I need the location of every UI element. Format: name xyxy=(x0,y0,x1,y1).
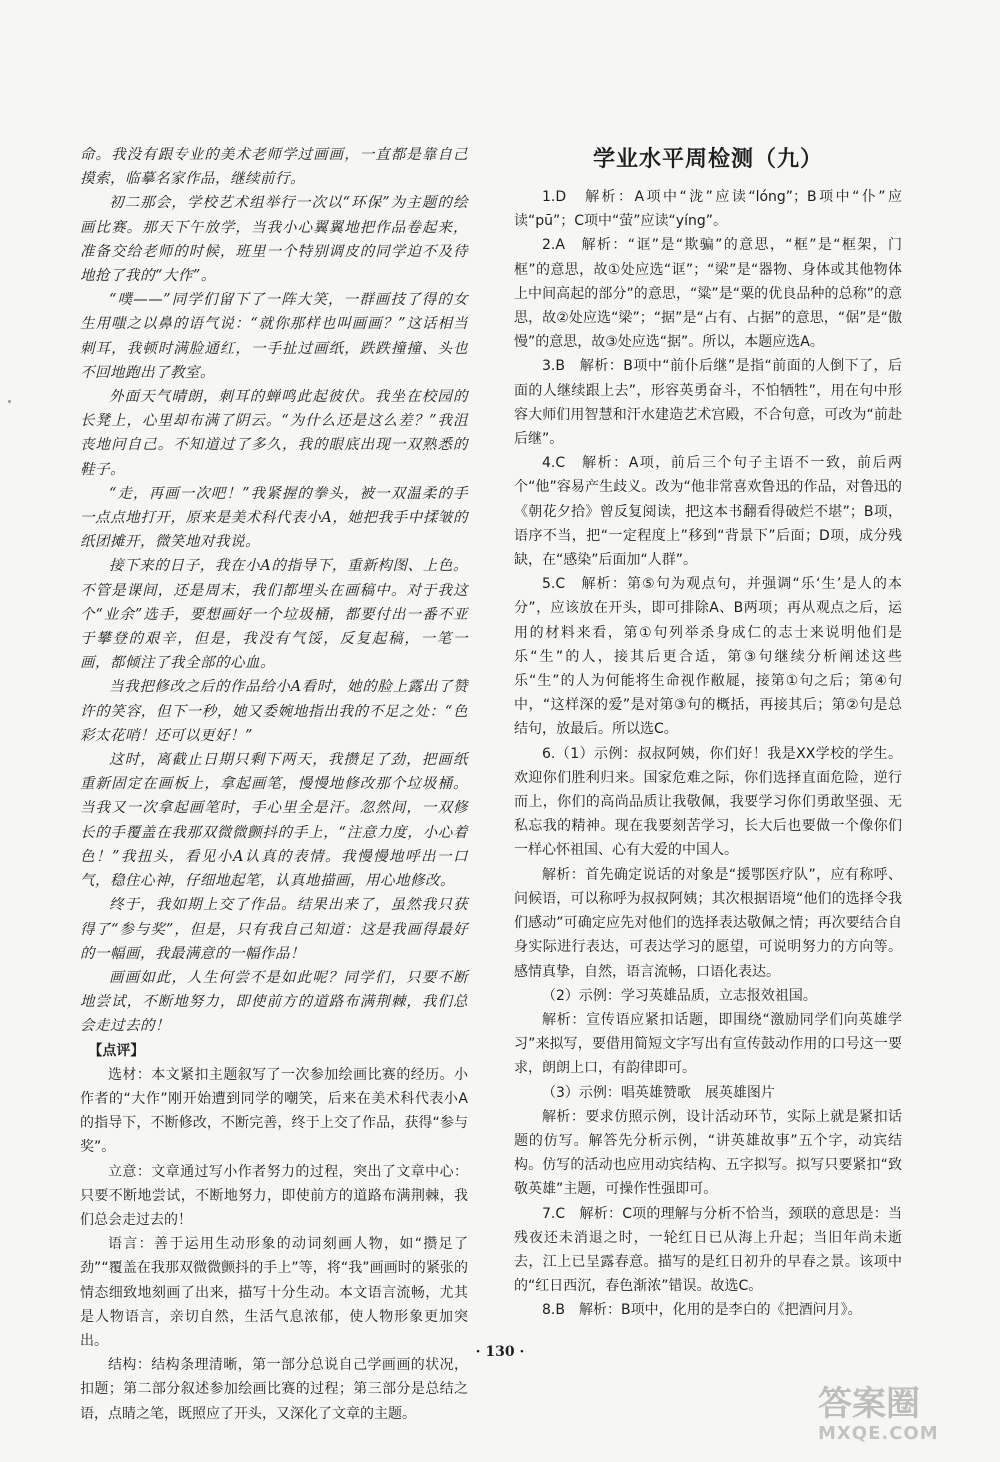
answer-item: 7.C 解析：C项的理解与分析不恰当，颈联的意思是：当残夜还未消退之时，一轮红日已从海上升起；当旧年尚未逝去，江上已呈露春意。描写的是红日初升的早春之景。该项中的“红日西沉，春色渐浓”错误。故选C。 xyxy=(514,1205,902,1295)
essay-paragraph: “噗——”同学们留下了一阵大笑，一群画技了得的女生用嗤之以鼻的语气说：“就你那样也叫画画？”这话相当刺耳，我顿时满脸通红，一手扯过画纸，跌跌撞撞、头也不回地跑出了教室。 xyxy=(80,292,468,381)
right-column xyxy=(514,143,902,1323)
answer-item: 5.C 解析：第⑤句为观点句，并强调“乐‘生’是人的本分”，应该放在开头，即可排除A、B两项；再从观点之后，运用的材料来看，第①句列举杀身成仁的志士来说明他们是乐“生”的人，接其后更合适，第③句继续分析阐述这些乐“生”的人为何能将生命视作敝屣，接第①句之后；第④句中，“这样深的爱”是对第③句的概括，再接其后；第②句是总结句，放最后。所以选C。 xyxy=(514,576,902,738)
left-column xyxy=(80,143,468,1426)
watermark-url: MXQE.COM xyxy=(818,1423,939,1444)
essay-paragraph: 终于，我如期上交了作品。结果出来了，虽然我只获得了“参与奖”，但是，只有我自己知道：这是我画得最好的一幅画，我最满意的一幅作品！ xyxy=(80,897,468,962)
answer-item: 解析：首先确定说话的对象是“援鄂医疗队”，应有称呼、问候语，可以称呼为叔叔阿姨；其次根据语境“他们的选择令我们感动”可确定应先对他们的选择表达敬佩之情；再次要结合自身实际进行表达，可表达学习的愿望，可说明努力的方向等。感情真挚，自然，语言流畅，口语化表达。 xyxy=(514,866,902,980)
answer-item: 1.D 解析：A项中“泷”应读“lóng”；B项中“仆”应读“pū”；C项中“萤”应读“yíng”。 xyxy=(514,189,902,230)
scan-speck xyxy=(8,400,11,403)
comment-paragraph: 选材：本文紧扣主题叙写了一次参加绘画比赛的经历。小作者的“大作”刚开始遭到同学的嘲笑，后来在美术科代表小A的指导下，不断修改，不断完善，终于上交了作品，获得“参与奖”。 xyxy=(80,1066,468,1156)
comment-heading: 【点评】 xyxy=(88,1042,145,1059)
essay-paragraph: 当我把修改之后的作品给小A看时，她的脸上露出了赞许的笑容，但下一秒，她又委婉地指出我的不足之处：“色彩太花哨！还可以更好！” xyxy=(80,679,468,744)
answer-item: 2.A 解析：“诓”是“欺骗”的意思，“框”是“框架，门框”的意思，故①处应选“诓”；“梁”是“器物、身体或其他物体上中间高起的部分”的意思，“粱”是“粟的优良品种的总称”的意思，故②处应选“梁”；“据”是“占有、占据”的意思，“倨”是“傲慢”的意思，故③处应选“据”。所以，本题应选A。 xyxy=(514,237,902,351)
comment-paragraph: 语言：善于运用生动形象的动词刻画人物，如“攒足了劲”“覆盖在我那双微微颤抖的手上”等，将“我”画画时的紧张的情态细致地刻画了出来，描写十分生动。本文语言流畅，尤其是人物语言，亲切自然，生活气息浓郁，使人物形象更加突出。 xyxy=(80,1236,468,1349)
answer-item: （3）示例：唱英雄赞歌 展英雄图片 xyxy=(542,1084,775,1101)
essay-paragraph: 初二那会，学校艺术组举行一次以“环保”为主题的绘画比赛。那天下午放学，当我小心翼翼地把作品卷起来，准备交给老师的时候，班里一个特别调皮的同学迫不及待地抢了我的“大作”。 xyxy=(80,195,468,285)
essay-paragraph: “走，再画一次吧！”我紧握的拳头，被一双温柔的手一点点地打开，原来是美术科代表小A，她把我手中揉皱的纸团摊开，微笑地对我说。 xyxy=(80,485,468,551)
section-title: 学业水平周检测（九） xyxy=(592,147,823,172)
essay-paragraph: 接下来的日子，我在小A的指导下，重新构图、上色。不管是课间，还是周末，我们都埋头在画稿中。对于我这个“业余”选手，要想画好一个垃圾桶，都要付出一番不亚于攀登的艰辛，但是，我没有气馁，反复起稿，一笔一画，都倾注了我全部的心血。 xyxy=(80,558,468,672)
answer-item: （2）示例：学习英雄品质，立志报效祖国。 xyxy=(542,987,817,1004)
answer-item: 8.B 解析：B项中，化用的是李白的《把酒问月》。 xyxy=(542,1302,862,1319)
watermark-logo-text: 答案圈 xyxy=(818,1384,920,1424)
essay-paragraph: 这时，离截止日期只剩下两天，我攒足了劲，把画纸重新固定在画板上，拿起画笔，慢慢地修改那个垃圾桶。当我又一次拿起画笔时，手心里全是汗。忽然间，一双修长的手覆盖在我那双微微颤抖的手上，“注意力度，小心着色！”我扭头，看见小A认真的表情。我慢慢地呼出一口气，稳住心神，仔细地起笔，认真地描画，用心地修改。 xyxy=(80,752,468,890)
essay-paragraph: 画画如此，人生何尝不是如此呢？同学们，只要不断地尝试，不断地努力，即使前方的道路布满荆棘，我们总会走过去的！ xyxy=(80,969,468,1035)
comment-paragraph: 结构：结构条理清晰，第一部分总说自己学画画的状况，扣题；第二部分叙述参加绘画比赛的过程；第三部分是总结之语，点睛之笔，既照应了开头，又深化了文章的主题。 xyxy=(80,1357,468,1422)
essay-paragraph: 外面天气晴朗，刺耳的蝉鸣此起彼伏。我坐在校园的长凳上，心里却布满了阴云。“为什么还是这么差？”我沮丧地问自己。不知道过了多久，我的眼底出现一双熟悉的鞋子。 xyxy=(80,389,468,478)
answer-item: 4.C 解析：A项，前后三个句子主语不一致，前后两个“他”容易产生歧义。改为“他非常喜欢鲁迅的作品，对鲁迅的《朝花夕拾》曾反复阅读，把这本书翻看得破烂不堪”；B项，语序不当，把“一定程度上”移到“背景下”后面；D项，成分残缺，在“感染”后面加“人群”。 xyxy=(514,455,902,569)
watermark-logo xyxy=(818,1384,978,1444)
essay-paragraph: 命。我没有跟专业的美术老师学过画画，一直都是靠自己摸索，临摹名家作品，继续前行。 xyxy=(80,147,468,188)
answer-item: 解析：宣传语应紧扣话题，即围绕“激励同学们向英雄学习”来拟写，要借用简短文字写出有宣传鼓动作用的口号这一要求，朗朗上口，有韵律即可。 xyxy=(514,1011,902,1077)
comment-paragraph: 立意：文章通过写小作者努力的过程，突出了文章中心：只要不断地尝试，不断地努力，即使前方的道路布满荆棘，我们总会走过去的！ xyxy=(80,1163,468,1228)
answer-item: 3.B 解析：B项中“前仆后继”是指“前面的人倒下了，后面的人继续跟上去”，形容英勇奋斗，不怕牺牲”，用在句中形容大师们用智慧和汗水建造艺术宫殿，不合句意，可改为“前赴后继”。 xyxy=(514,358,902,448)
answer-item: 6.（1）示例：叔叔阿姨，你们好！我是XX学校的学生。欢迎你们胜利归来。国家危难之际，你们选择直面危险，逆行而上，你们的高尚品质让我敬佩，我要学习你们勇敢坚强、无私忘我的精神。现在我要刻苦学习，长大后也要做一个像你们一样心怀祖国、心有大爱的中国人。 xyxy=(514,745,902,859)
answer-item: 解析：要求仿照示例，设计活动环节，实际上就是紧扣话题的仿写。解答先分析示例，“讲英雄故事”五个字，动宾结构。仿写的活动也应用动宾结构、五字拟写。拟写只要紧扣“致敬英雄”主题，可操作性强即可。 xyxy=(514,1108,902,1198)
page-number: · 130 · xyxy=(475,1344,525,1360)
